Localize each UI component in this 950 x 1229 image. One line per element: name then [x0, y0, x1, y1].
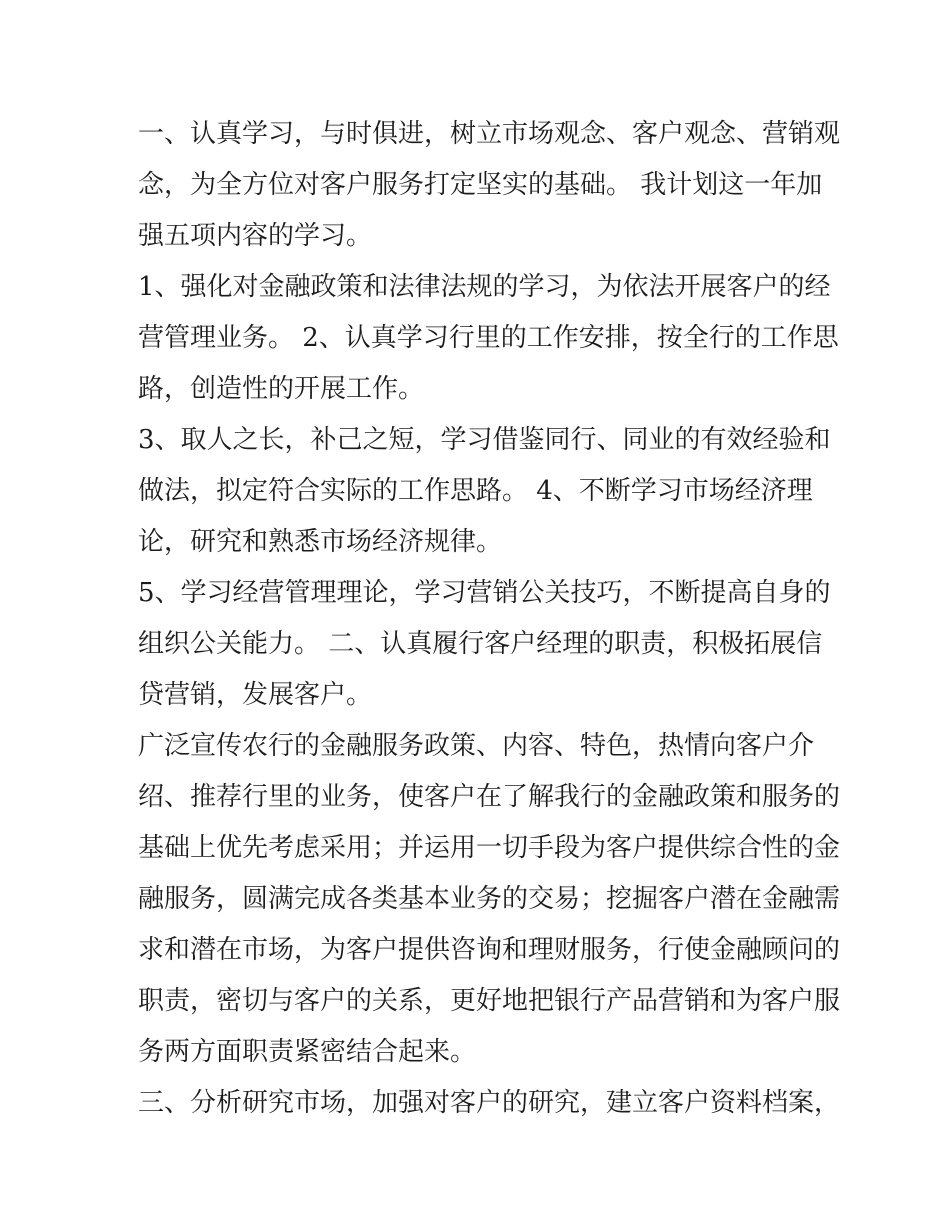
text-line: 基础上优先考虑采用；并运用一切手段为客户提供综合性的金 [138, 833, 841, 863]
text-line: 融服务，圆满完成各类基本业务的交易；挖掘客户潜在金融需 [138, 884, 841, 914]
text-line: 贷营销，发展客户。 [138, 680, 373, 710]
text-line: 求和潜在市场，为客户提供咨询和理财服务，行使金融顾问的 [138, 935, 841, 965]
text-line: 三、分析研究市场，加强对客户的研究，建立客户资料档案， [138, 1088, 841, 1118]
text-line: 3、取人之长，补己之短，学习借鉴同行、同业的有效经验和 [138, 425, 831, 455]
document-body [138, 109, 841, 1129]
text-line: 1、强化对金融政策和法律法规的学习，为依法开展客户的经 [138, 272, 831, 302]
text-line: 论，研究和熟悉市场经济规律。 [138, 527, 503, 557]
text-line: 职责，密切与客户的关系，更好地把银行产品营销和为客户服 [138, 986, 841, 1016]
paragraph-6 [138, 1078, 841, 1129]
text-line: 一、认真学习，与时俱进，树立市场观念、客户观念、营销观 [138, 119, 841, 149]
paragraph-1 [138, 109, 841, 262]
text-line: 广泛宣传农行的金融服务政策、内容、特色，热情向客户介 [138, 731, 815, 761]
text-line: 做法，拟定符合实际的工作思路。 4、不断学习市场经济理 [138, 476, 813, 506]
text-line: 念，为全方位对客户服务打定坚实的基础。 我计划这一年加 [138, 170, 823, 200]
text-line: 绍、推荐行里的业务，使客户在了解我行的金融政策和服务的 [138, 782, 841, 812]
paragraph-5 [138, 721, 841, 1078]
text-line: 路，创造性的开展工作。 [138, 374, 425, 404]
text-line: 营管理业务。 2、认真学习行里的工作安排，按全行的工作思 [138, 323, 839, 353]
paragraph-2 [138, 262, 839, 415]
text-line: 5、学习经营管理理论，学习营销公关技巧，不断提高自身的 [138, 578, 831, 608]
paragraph-3 [138, 415, 831, 568]
paragraph-4 [138, 568, 831, 721]
text-line: 务两方面职责紧密结合起来。 [138, 1037, 477, 1067]
text-line: 组织公关能力。 二、认真履行客户经理的职责，积极拓展信 [138, 629, 823, 659]
text-line: 强五项内容的学习。 [138, 221, 373, 251]
